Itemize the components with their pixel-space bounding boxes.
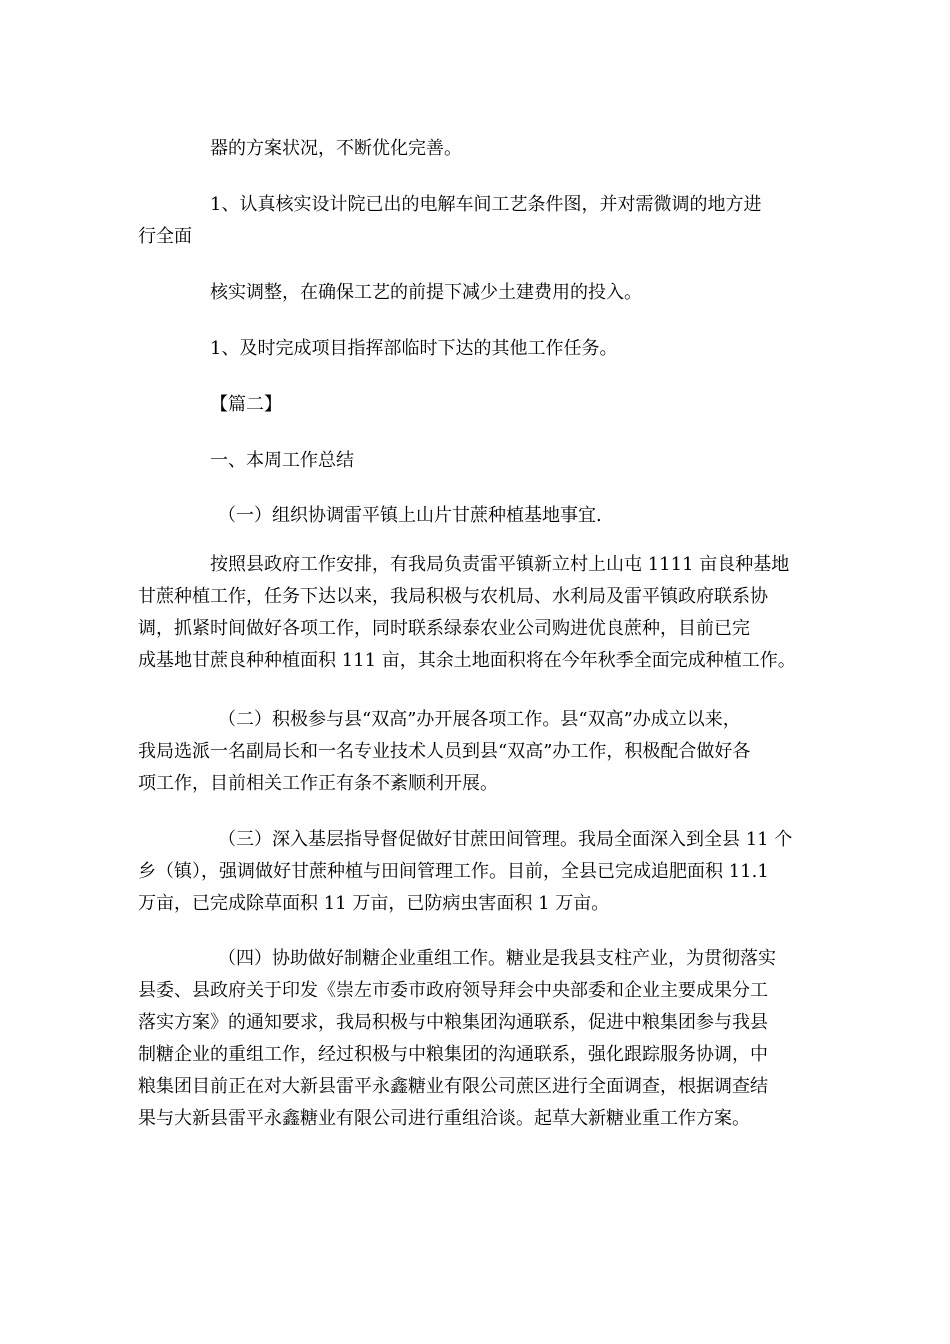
paragraph-9-line-2: 我局选派一名副局长和一名专业技术人员到县“双高”办工作，积极配合做好各 — [138, 741, 751, 762]
paragraph-10-line-2: 乡（镇），强调做好甘蔗种植与田间管理工作。目前，全县已完成追肥面积 11.1 — [138, 861, 769, 882]
paragraph-8-line-4: 成基地甘蔗良种种植面积 111 亩，其余土地面积将在今年秋季全面完成种植工作。 — [138, 650, 796, 671]
paragraph-11-line-5: 粮集团目前正在对大新县雷平永鑫糖业有限公司蔗区进行全面调查，根据调查结 — [138, 1076, 768, 1097]
section-heading-pian-er: 【篇二】 — [210, 394, 282, 415]
paragraph-10 — [138, 824, 818, 920]
paragraph-8 — [138, 549, 818, 677]
paragraph-10-line-1: （三）深入基层指导督促做好甘蔗田间管理。我局全面深入到全县 11 个 — [218, 829, 793, 850]
paragraph-8-line-2: 甘蔗种植工作，任务下达以来，我局积极与农机局、水利局及雷平镇政府联系协 — [138, 586, 768, 607]
paragraph-8-line-1: 按照县政府工作安排，有我局负责雷平镇新立村上山屯 1111 亩良种基地 — [210, 554, 790, 575]
paragraph-3: 核实调整，在确保工艺的前提下减少土建费用的投入。 — [210, 282, 642, 303]
paragraph-11-line-2: 县委、县政府关于印发《崇左市委市政府领导拜会中央部委和企业主要成果分工 — [138, 980, 768, 1001]
paragraph-9-line-3: 项工作，目前相关工作正有条不紊顺利开展。 — [138, 773, 498, 794]
paragraph-11-line-1: （四）协助做好制糖企业重组工作。糖业是我县支柱产业，为贯彻落实 — [218, 948, 776, 969]
paragraph-2-line-2: 行全面 — [138, 226, 192, 247]
paragraph-11 — [138, 943, 818, 1135]
heading-weekly-summary: 一、本周工作总结 — [210, 450, 354, 471]
paragraph-11-line-4: 制糖企业的重组工作，经过积极与中粮集团的沟通联系，强化跟踪服务协调，中 — [138, 1044, 768, 1065]
paragraph-1: 器的方案状况，不断优化完善。 — [210, 138, 462, 159]
paragraph-8-line-3: 调，抓紧时间做好各项工作，同时联系绿泰农业公司购进优良蔗种，目前已完 — [138, 618, 750, 639]
paragraph-10-line-3: 万亩，已完成除草面积 11 万亩，已防病虫害面积 1 万亩。 — [138, 893, 610, 914]
paragraph-4: 1、及时完成项目指挥部临时下达的其他工作任务。 — [210, 338, 618, 359]
subheading-1: （一）组织协调雷平镇上山片甘蔗种植基地事宜. — [218, 505, 602, 526]
paragraph-2-line-1: 1、认真核实设计院已出的电解车间工艺条件图，并对需微调的地方进 — [210, 194, 762, 215]
paragraph-9 — [138, 704, 818, 800]
paragraph-11-line-6: 果与大新县雷平永鑫糖业有限公司进行重组洽谈。起草大新糖业重工作方案。 — [138, 1108, 750, 1129]
paragraph-9-line-1: （二）积极参与县“双高”办开展各项工作。县“双高”办成立以来， — [218, 709, 741, 730]
paragraph-11-line-3: 落实方案》的通知要求，我局积极与中粮集团沟通联系，促进中粮集团参与我县 — [138, 1012, 768, 1033]
